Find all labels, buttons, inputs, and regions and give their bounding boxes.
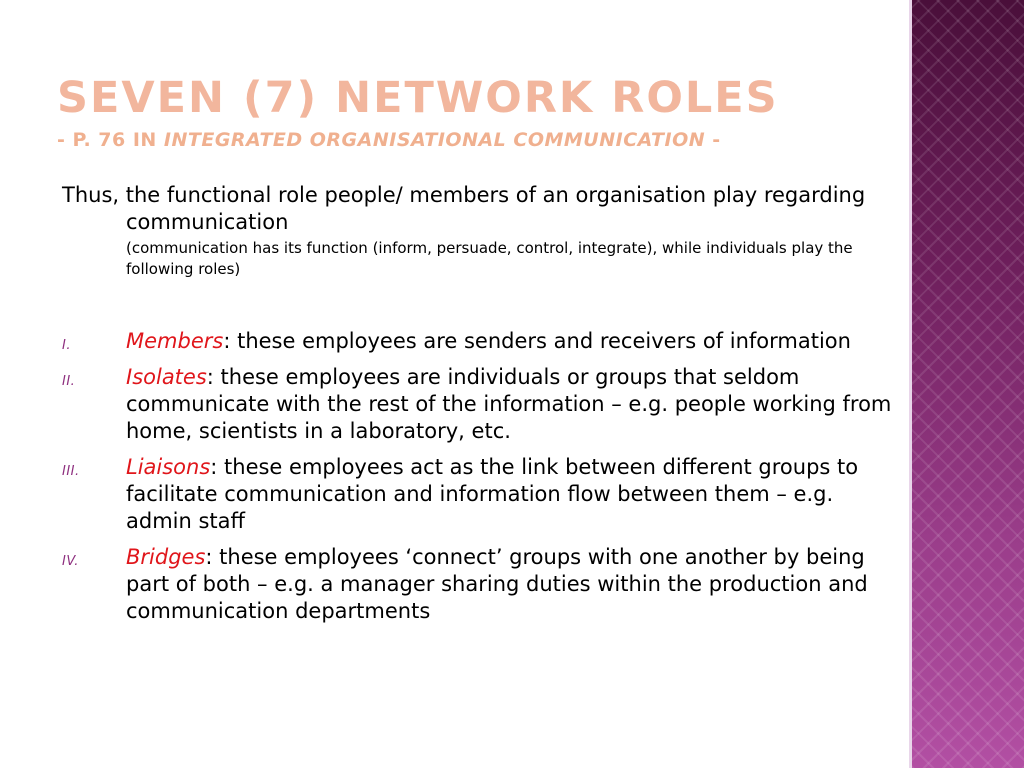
subtitle-suffix: - xyxy=(705,129,721,151)
intro-text: Thus, the functional role people/ members of an organisation play regarding communication xyxy=(62,183,866,234)
list-item xyxy=(62,454,902,535)
decorative-sidebar xyxy=(912,0,1024,768)
role-description: : these employees ‘connect’ groups with one another by being part of both – e.g. a manager sharing duties within the production and communication departments xyxy=(126,545,868,623)
list-item xyxy=(62,544,902,625)
title-subtitle xyxy=(57,128,907,152)
list-numeral: I. xyxy=(62,338,71,353)
role-term: Members xyxy=(126,329,224,353)
slide-body xyxy=(62,182,902,634)
role-description: : these employees are senders and receivers of information xyxy=(223,329,851,353)
subtitle-prefix: - P. 76 IN xyxy=(57,129,164,151)
roles-list xyxy=(62,328,902,625)
role-description: : these employees act as the link between different groups to facilitate communication and information flow between them – e.g. admin staff xyxy=(126,455,859,533)
title-main: SEVEN (7) NETWORK ROLES xyxy=(57,73,779,123)
role-term: Isolates xyxy=(126,365,207,389)
list-item xyxy=(62,328,902,355)
list-numeral: IV. xyxy=(62,554,79,569)
list-numeral: II. xyxy=(62,374,76,389)
role-term: Bridges xyxy=(126,545,206,569)
slide-title xyxy=(57,72,907,152)
role-term: Liaisons xyxy=(126,455,211,479)
list-numeral: III. xyxy=(62,464,80,479)
subtitle-book-name: INTEGRATED ORGANISATIONAL COMMUNICATION xyxy=(163,129,706,151)
role-description: : these employees are individuals or groups that seldom communicate with the rest of the information – e.g. people working from home, scientists in a laboratory, etc. xyxy=(126,365,892,443)
list-item xyxy=(62,364,902,445)
intro-note: (communication has its function (inform, persuade, control, integrate), while individuals play the following roles) xyxy=(126,239,853,278)
